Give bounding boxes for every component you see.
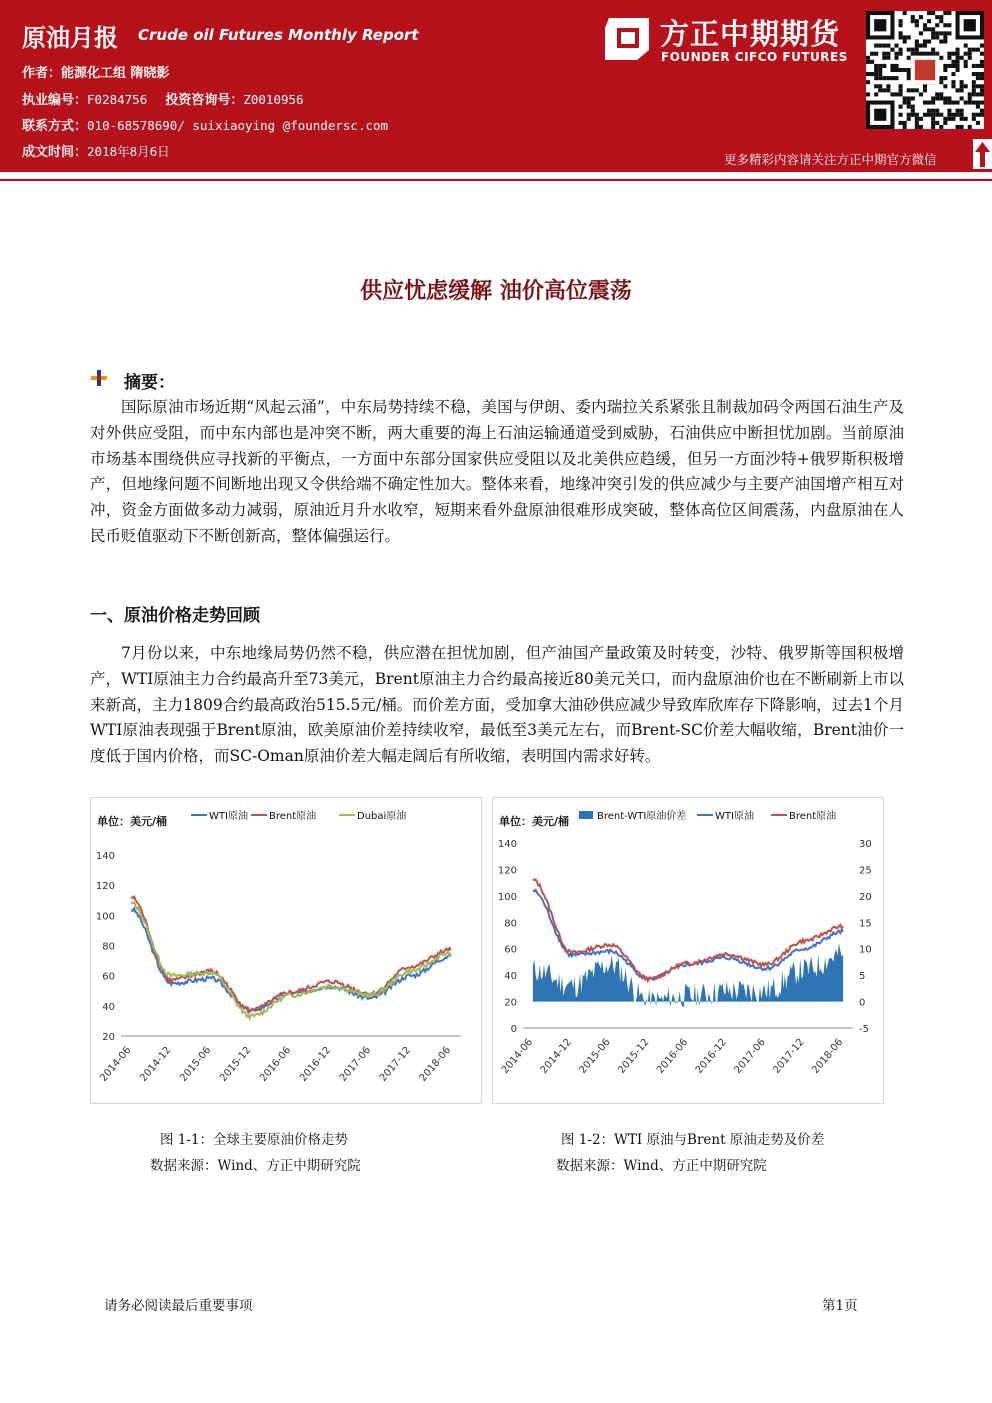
- brand-name-en: FOUNDER CIFCO FUTURES: [661, 50, 848, 64]
- y-tick-label: 40: [504, 971, 517, 983]
- series-line: [533, 879, 843, 981]
- founder-logo-icon: [603, 16, 651, 60]
- y-tick-label: 120: [497, 865, 517, 877]
- legend-label: Brent原油: [269, 811, 317, 822]
- legend-label: Brent原油: [789, 811, 837, 822]
- x-tick-label: 2017-12: [377, 1044, 414, 1084]
- report-title-en: Crude oil Futures Monthly Report: [138, 26, 419, 44]
- y-tick-label: 80: [102, 941, 115, 953]
- y2-tick-label: 10: [859, 944, 872, 956]
- section-1-text: 7月份以来，中东地缘局势仍然不稳，供应潜在担忧加剧，但产油国产量政策及时转变，沙特、俄罗斯等国积极增产，WTI原油主力合约最高升至73美元，Brent原油主力合约最高接近80美元关口，而内盘原油价也在不断刷新上市以来新高，主力1809合约最高政治515.5元/桶。而价差方面，受加拿大油砂供应减少导致库欣库存下降影响，过去1个月WTI原油表现强于Brent原油，欧美原油价差持续收窄，最低至3美元左右，而Brent-SC价差大幅收缩，Brent油价一度低于国内价格，而SC-Oman原油价差大幅走阔后有所收缩，表明国内需求好转。: [90, 644, 904, 766]
- legend-label: Brent-WTI原油价差: [597, 811, 687, 822]
- arrow-up-icon: [973, 139, 992, 169]
- figure-1-1: [90, 797, 482, 1104]
- spread-chart: [493, 798, 883, 1103]
- y-tick-label: 20: [504, 997, 517, 1009]
- x-tick-label: 2014-06: [499, 1036, 536, 1076]
- y2-tick-label: 0: [859, 997, 866, 1009]
- figure-2-source: 数据来源：Wind、方正中期研究院: [556, 1158, 767, 1174]
- x-tick-label: 2017-12: [771, 1036, 807, 1076]
- page-number: 第1页: [822, 1298, 858, 1314]
- y2-tick-label: 30: [859, 839, 872, 850]
- y-tick-label: 80: [504, 918, 517, 930]
- series-line: [131, 908, 451, 1012]
- oil-price-chart: [91, 798, 481, 1103]
- report-title-cn: 原油月报: [22, 24, 118, 52]
- abstract-text: 国际原油市场近期“风起云涌”，中东局势持续不稳，美国与伊朗、委内瑞拉关系紧张且制裁加码令两国石油生产及对外供应受阻，而中东内部也是冲突不断，两大重要的海上石油运输通道受到威胁，石油供应中断担忧加剧。当前原油市场基本围绕供应寻找新的平衡点，一方面中东部分国家供应受阻以及北美供应趋缓，但另一方面沙特+俄罗斯积极增产，但地缘问题不间断地出现又令供给端不确定性加大。整体来看，地缘冲突引发的供应减少与主要产油国增产相互对冲，资金方面做多动力减弱，原油近月升水收窄，短期来看外盘原油很难形成突破，整体高位区间震荡，内盘原油在人民币贬值驱动下不断创新高，整体偏强运行。: [90, 398, 904, 545]
- x-tick-label: 2018-06: [417, 1044, 454, 1084]
- date-line: 成文时间：2018年8月6日: [22, 144, 170, 160]
- x-tick-label: 2017-06: [337, 1044, 374, 1084]
- section-1-heading: 一、原油价格走势回顾: [90, 606, 260, 626]
- figure-2-caption: 图 1-2：WTI 原油与Brent 原油走势及价差: [561, 1132, 825, 1148]
- y-tick-label: 120: [95, 881, 115, 893]
- y-axis-unit-label: 单位：美元/桶: [97, 815, 168, 828]
- legend-label: WTI原油: [715, 811, 754, 822]
- qr-code-icon[interactable]: [866, 11, 984, 129]
- x-tick-label: 2015-12: [218, 1044, 254, 1084]
- page-title: 供应忧虑缓解 油价高位震荡: [360, 278, 632, 304]
- report-header: [0, 0, 992, 172]
- y2-tick-label: 20: [859, 891, 872, 903]
- figure-1-caption: 图 1-1：全球主要原油价格走势: [160, 1132, 349, 1148]
- x-tick-label: 2016-06: [258, 1044, 294, 1084]
- y-tick-label: 60: [102, 971, 115, 983]
- series-area-spread: [533, 943, 843, 1007]
- x-tick-label: 2016-12: [693, 1036, 730, 1076]
- y-tick-label: 100: [95, 911, 115, 923]
- y2-tick-label: 5: [859, 971, 866, 983]
- figure-1-2: [492, 797, 884, 1104]
- x-tick-label: 2016-06: [655, 1036, 691, 1076]
- contact-line: 联系方式：010-68578690/ suixiaoying @foundersc.com: [22, 118, 389, 134]
- x-tick-label: 2017-06: [732, 1036, 768, 1076]
- figure-1-source: 数据来源：Wind、方正中期研究院: [150, 1158, 361, 1174]
- x-tick-label: 2015-06: [577, 1036, 613, 1076]
- x-tick-label: 2014-12: [138, 1044, 174, 1084]
- y-tick-label: 40: [102, 1001, 115, 1013]
- y2-tick-label: 25: [859, 865, 872, 877]
- y-tick-label: 140: [497, 839, 517, 850]
- brand-name-cn: 方正中期期货: [660, 17, 841, 51]
- x-tick-label: 2014-12: [538, 1036, 574, 1076]
- y-tick-label: 60: [504, 944, 517, 956]
- x-tick-label: 2015-12: [616, 1036, 652, 1076]
- license-line: 执业编号：F0284756 投资咨询号：Z0010956: [22, 92, 304, 108]
- x-tick-label: 2018-06: [810, 1036, 846, 1076]
- legend-swatch: [579, 811, 593, 819]
- y2-tick-label: 15: [859, 918, 872, 930]
- x-tick-label: 2016-12: [297, 1044, 334, 1084]
- bullet-icon: [90, 369, 108, 387]
- y-tick-label: 140: [95, 851, 115, 862]
- x-tick-label: 2015-06: [178, 1044, 214, 1084]
- series-line: [131, 902, 451, 1018]
- y2-tick-label: -5: [859, 1024, 869, 1035]
- follow-note: 更多精彩内容请关注方正中期官方微信: [724, 152, 937, 167]
- legend-label: WTI原油: [209, 811, 248, 822]
- footer-notice: 请务必阅读最后重要事项: [104, 1298, 253, 1314]
- abstract-heading: 摘要：: [124, 373, 175, 393]
- header-divider: [0, 172, 992, 181]
- y-tick-label: 20: [102, 1032, 115, 1043]
- y-axis-unit-label: 单位：美元/桶: [499, 815, 570, 828]
- legend-label: Dubai原油: [357, 811, 407, 822]
- x-tick-label: 2014-06: [98, 1044, 134, 1084]
- y-tick-label: 0: [510, 1024, 517, 1035]
- series-line: [533, 890, 843, 981]
- author-line: 作者：能源化工组 隋晓影: [22, 66, 170, 81]
- y-tick-label: 100: [497, 891, 517, 903]
